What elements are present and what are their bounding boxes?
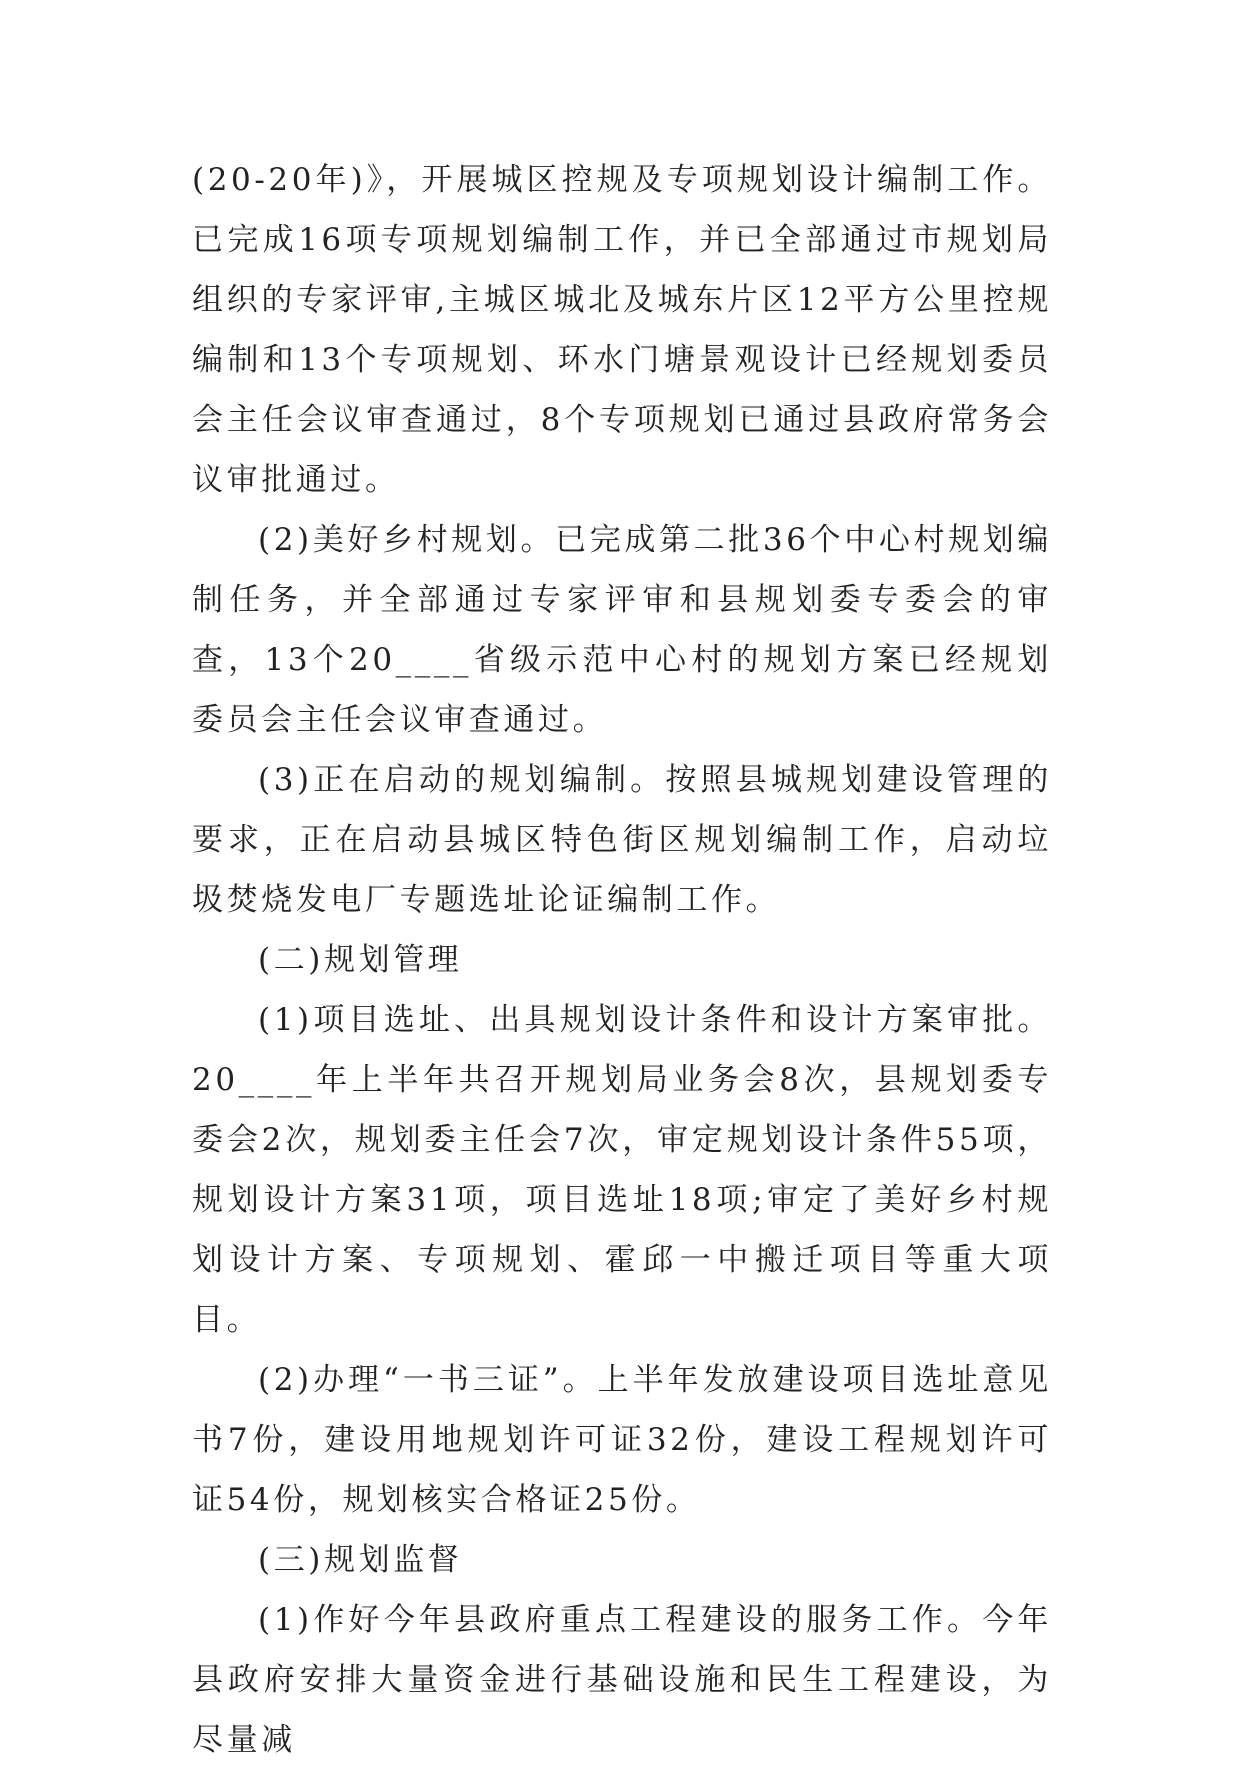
paragraph-rural-planning: (2)美好乡村规划。已完成第二批36个中心村规划编制任务，并全部通过专家评审和县规划委专委会的审查，13个20____省级示范中心村的规划方案已经规划委员会主任会议审查通过。 [192, 522, 1052, 738]
paragraph-continuation: (20-20年)》，开展城区控规及专项规划设计编制工作。已完成16项专项规划编制工作，并已全部通过市规划局组织的专家评审,主城区城北及城东片区12平方公里控规编制和13个专项规划、环水门塘景观设计已经规划委员会主任会议审查通过，8个专项规划已通过县政府常务会议审批通过。 [192, 162, 1052, 498]
section-heading-planning-supervision: (三)规划监督 [258, 1542, 463, 1578]
section-heading-planning-management: (二)规划管理 [258, 942, 463, 978]
paragraph-site-selection: (1)项目选址、出具规划设计条件和设计方案审批。20____年上半年共召开规划局业务会8次，县规划委专委会2次，规划委主任会7次，审定规划设计条件55项，规划设计方案31项，项目选址18项;审定了美好乡村规划设计方案、专项规划、霍邱一中搬迁项目等重大项目。 [192, 1002, 1052, 1338]
paragraph-key-projects: (1)作好今年县政府重点工程建设的服务工作。今年县政府安排大量资金进行基础设施和民生工程建设，为尽量减 [192, 1602, 1052, 1758]
paragraph-planning-in-progress: (3)正在启动的规划编制。按照县城规划建设管理的要求，正在启动县城区特色街区规划编制工作，启动垃圾焚烧发电厂专题选址论证编制工作。 [192, 762, 1052, 918]
paragraph-permits: (2)办理“一书三证”。上半年发放建设项目选址意见书7份，建设用地规划许可证32份，建设工程规划许可证54份，规划核实合格证25份。 [192, 1362, 1052, 1518]
document-body [192, 150, 1052, 1770]
